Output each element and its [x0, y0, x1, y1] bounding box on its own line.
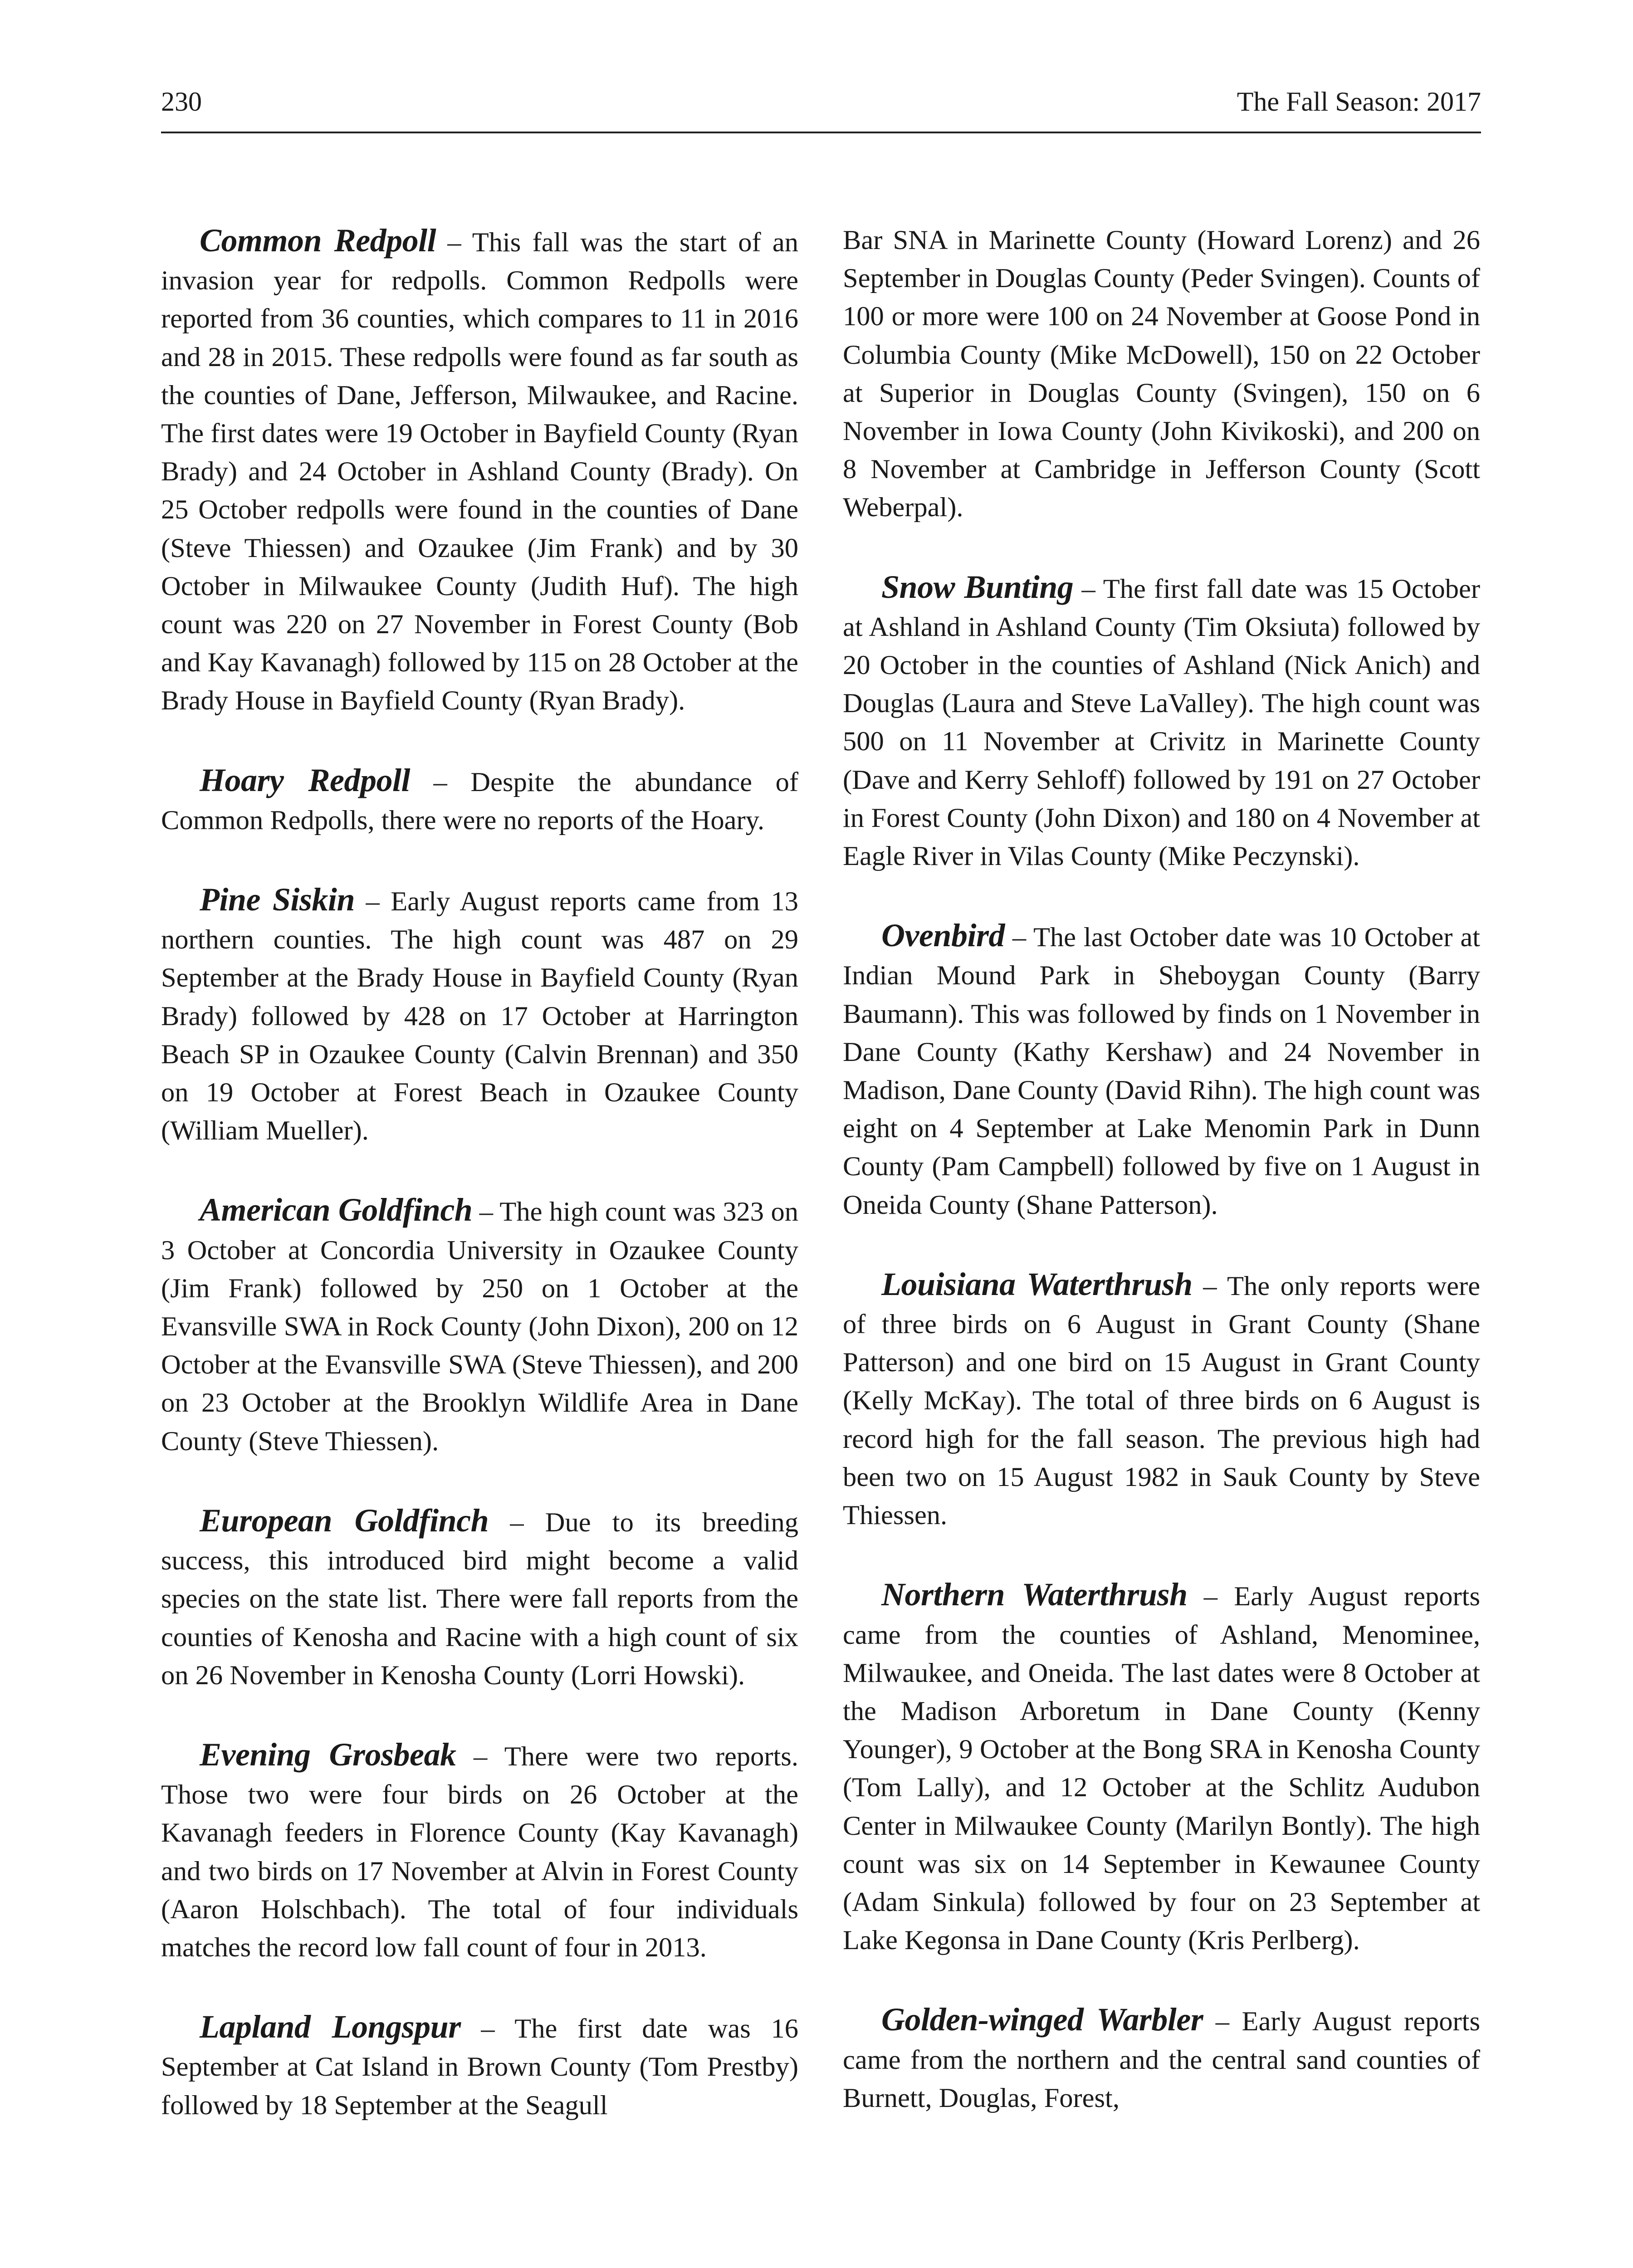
separator: – [410, 767, 471, 797]
species-account: The only reports were of three birds on 6 August in Grant County (Shane Patterson) and one bird on 15 August in Grant County (Kelly McKay). The total of three birds on 6 August is record high for the fall season. The previous high had been two on 15 August 1982 in Sauk County by Steve Thiessen. [843, 1271, 1480, 1531]
species-account: Due to its breeding success, this introduced bird might become a valid species on the state list. There were fall reports from the counties of Kenosha and Racine with a high count of six on 26 November in Kenosha County (Lorri Howski). [161, 1507, 798, 1691]
species-name: Ovenbird [881, 917, 1005, 954]
species-entry [161, 2008, 798, 2125]
species-entry [161, 761, 798, 840]
separator: – [436, 227, 472, 258]
separator: – [460, 2014, 515, 2044]
separator: – [456, 1741, 504, 1772]
page-number: 230 [161, 87, 202, 117]
separator: – [1073, 573, 1103, 604]
species-entry [843, 2000, 1480, 2117]
species-account: The high count was 323 on 3 October at Concordia University in Ozaukee County (Jim Frank) followed by 250 on 1 October at the Evansville SWA in Rock County (John Dixon), 200 on 12 October at the Evansville SWA (Steve Thiessen), and 200 on 23 October at the Brooklyn Wildlife Area in Dane County (Steve Thiessen). [161, 1197, 798, 1457]
species-account: Despite the abundance of Common Redpolls, there were no reports of the Hoary. [161, 767, 799, 836]
species-account: The first fall date was 15 October at Ashland in Ashland County (Tim Oksiuta) followed by 20 October in the counties of Ashland (Nick Anich) and Douglas (Laura and Steve LaValley). The high count was 500 on 11 November at Crivitz in Marinette County (Dave and Kerry Sehloff) followed by 191 on 27 October in Forest County (John Dixon) and 180 on 4 November at Eagle River in Vilas County (Mike Peczynski). [843, 573, 1480, 872]
species-account: The last October date was 10 October at Indian Mound Park in Sheboygan County (Barry Baumann). This was followed by finds on 1 November in Dane County (Kathy Kershaw) and 24 November in Madison, Dane County (David Rihn). The high count was eight on 4 September at Lake Menomin Park in Dunn County (Pam Campbell) followed by five on 1 August in Oneida County (Shane Patterson). [843, 922, 1480, 1220]
species-entry [161, 1191, 798, 1460]
separator: – [1187, 1581, 1234, 1612]
species-entry [843, 916, 1480, 1224]
species-name: Common Redpoll [200, 222, 436, 259]
right-column [843, 221, 1480, 2158]
species-name: American Goldfinch [200, 1192, 473, 1228]
species-account: There were two reports. Those two were four birds on 26 October at the Kavanagh feeders in Florence County (Kay Kavanagh) and two birds on 17 November at Alvin in Forest County (Aaron Holschbach). The total of four individuals matches the record low fall count of four in 2013. [161, 1741, 798, 1963]
species-entry [161, 221, 798, 720]
species-entry [843, 1265, 1480, 1535]
species-account: Early August reports came from the counties of Ashland, Menominee, Milwaukee, and Oneida. The last dates were 8 October at the Madison Arboretum in Dane County (Kenny Younger), 9 October at the Bong SRA in Kenosha County (Tom Lally), and 12 October at the Schlitz Audubon Center in Milwaukee County (Marilyn Bontly). The high count was six on 14 September in Kewaunee County (Adam Sinkula) followed by four on 23 September at Lake Kegonsa in Dane County (Kris Perlberg). [843, 1581, 1480, 1956]
species-name: Golden-winged Warbler [881, 2001, 1203, 2038]
species-name: Hoary Redpoll [200, 762, 410, 798]
species-account: The first date was 16 September at Cat Island in Brown County (Tom Prestby) followed by 18 September at the Seagull [161, 2014, 798, 2121]
separator: – [489, 1507, 545, 1538]
separator: – [1203, 2006, 1242, 2037]
species-name: Louisiana Waterthrush [881, 1266, 1193, 1302]
page-header [161, 86, 1481, 133]
species-entry [843, 568, 1480, 876]
species-name: Pine Siskin [200, 881, 355, 918]
left-column [161, 221, 798, 2165]
species-name: Evening Grosbeak [200, 1736, 456, 1773]
separator: – [1004, 922, 1033, 953]
species-entry [843, 1575, 1480, 1960]
species-entry [161, 880, 798, 1150]
species-name: Snow Bunting [881, 568, 1074, 605]
separator: – [472, 1197, 500, 1227]
species-account: This fall was the start of an invasion year for redpolls. Common Redpolls were reported from 36 counties, which compares to 11 in 2016 and 28 in 2015. These redpolls were found as far south as the counties of Dane, Jefferson, Milwaukee, and Racine. The first dates were 19 October in Bayfield County (Ryan Brady) and 24 October in Ashland County (Brady). On 25 October redpolls were found in the counties of Dane (Steve Thiessen) and Ozaukee (Jim Frank) and by 30 October in Milwaukee County (Judith Huf). The high count was 220 on 27 November in Forest County (Bob and Kay Kavanagh) followed by 115 on 28 October at the Brady House in Bayfield County (Ryan Brady). [161, 227, 798, 716]
separator: – [1192, 1271, 1227, 1301]
species-name: Lapland Longspur [200, 2009, 461, 2045]
species-name: European Goldfinch [200, 1502, 489, 1539]
species-account: Early August reports came from 13 northern counties. The high count was 487 on 29 September at the Brady House in Bayfield County (Ryan Brady) followed by 428 on 17 October at Harrington Beach SP in Ozaukee County (Calvin Brennan) and 350 on 19 October at Forest Beach in Ozaukee County (William Mueller). [161, 886, 798, 1146]
species-account: Early August reports came from the northern and the central sand counties of Burnett, Douglas, Forest, [843, 2006, 1480, 2113]
separator: – [354, 886, 391, 917]
continued-text: Bar SNA in Marinette County (Howard Lorenz) and 26 September in Douglas County (Peder Svingen). Counts of 100 or more were 100 on 24 November at Goose Pond in Columbia County (Mike McDowell), 150 on 22 October at Superior in Douglas County (Svingen), 150 on 6 November in Iowa County (John Kivikoski), and 200 on 8 November at Cambridge in Jefferson County (Scott Weberpal). [843, 225, 1480, 523]
running-head: The Fall Season: 2017 [1237, 87, 1481, 117]
species-name: Northern Waterthrush [881, 1576, 1188, 1613]
species-entry [161, 1501, 798, 1695]
species-entry [161, 1735, 798, 1967]
